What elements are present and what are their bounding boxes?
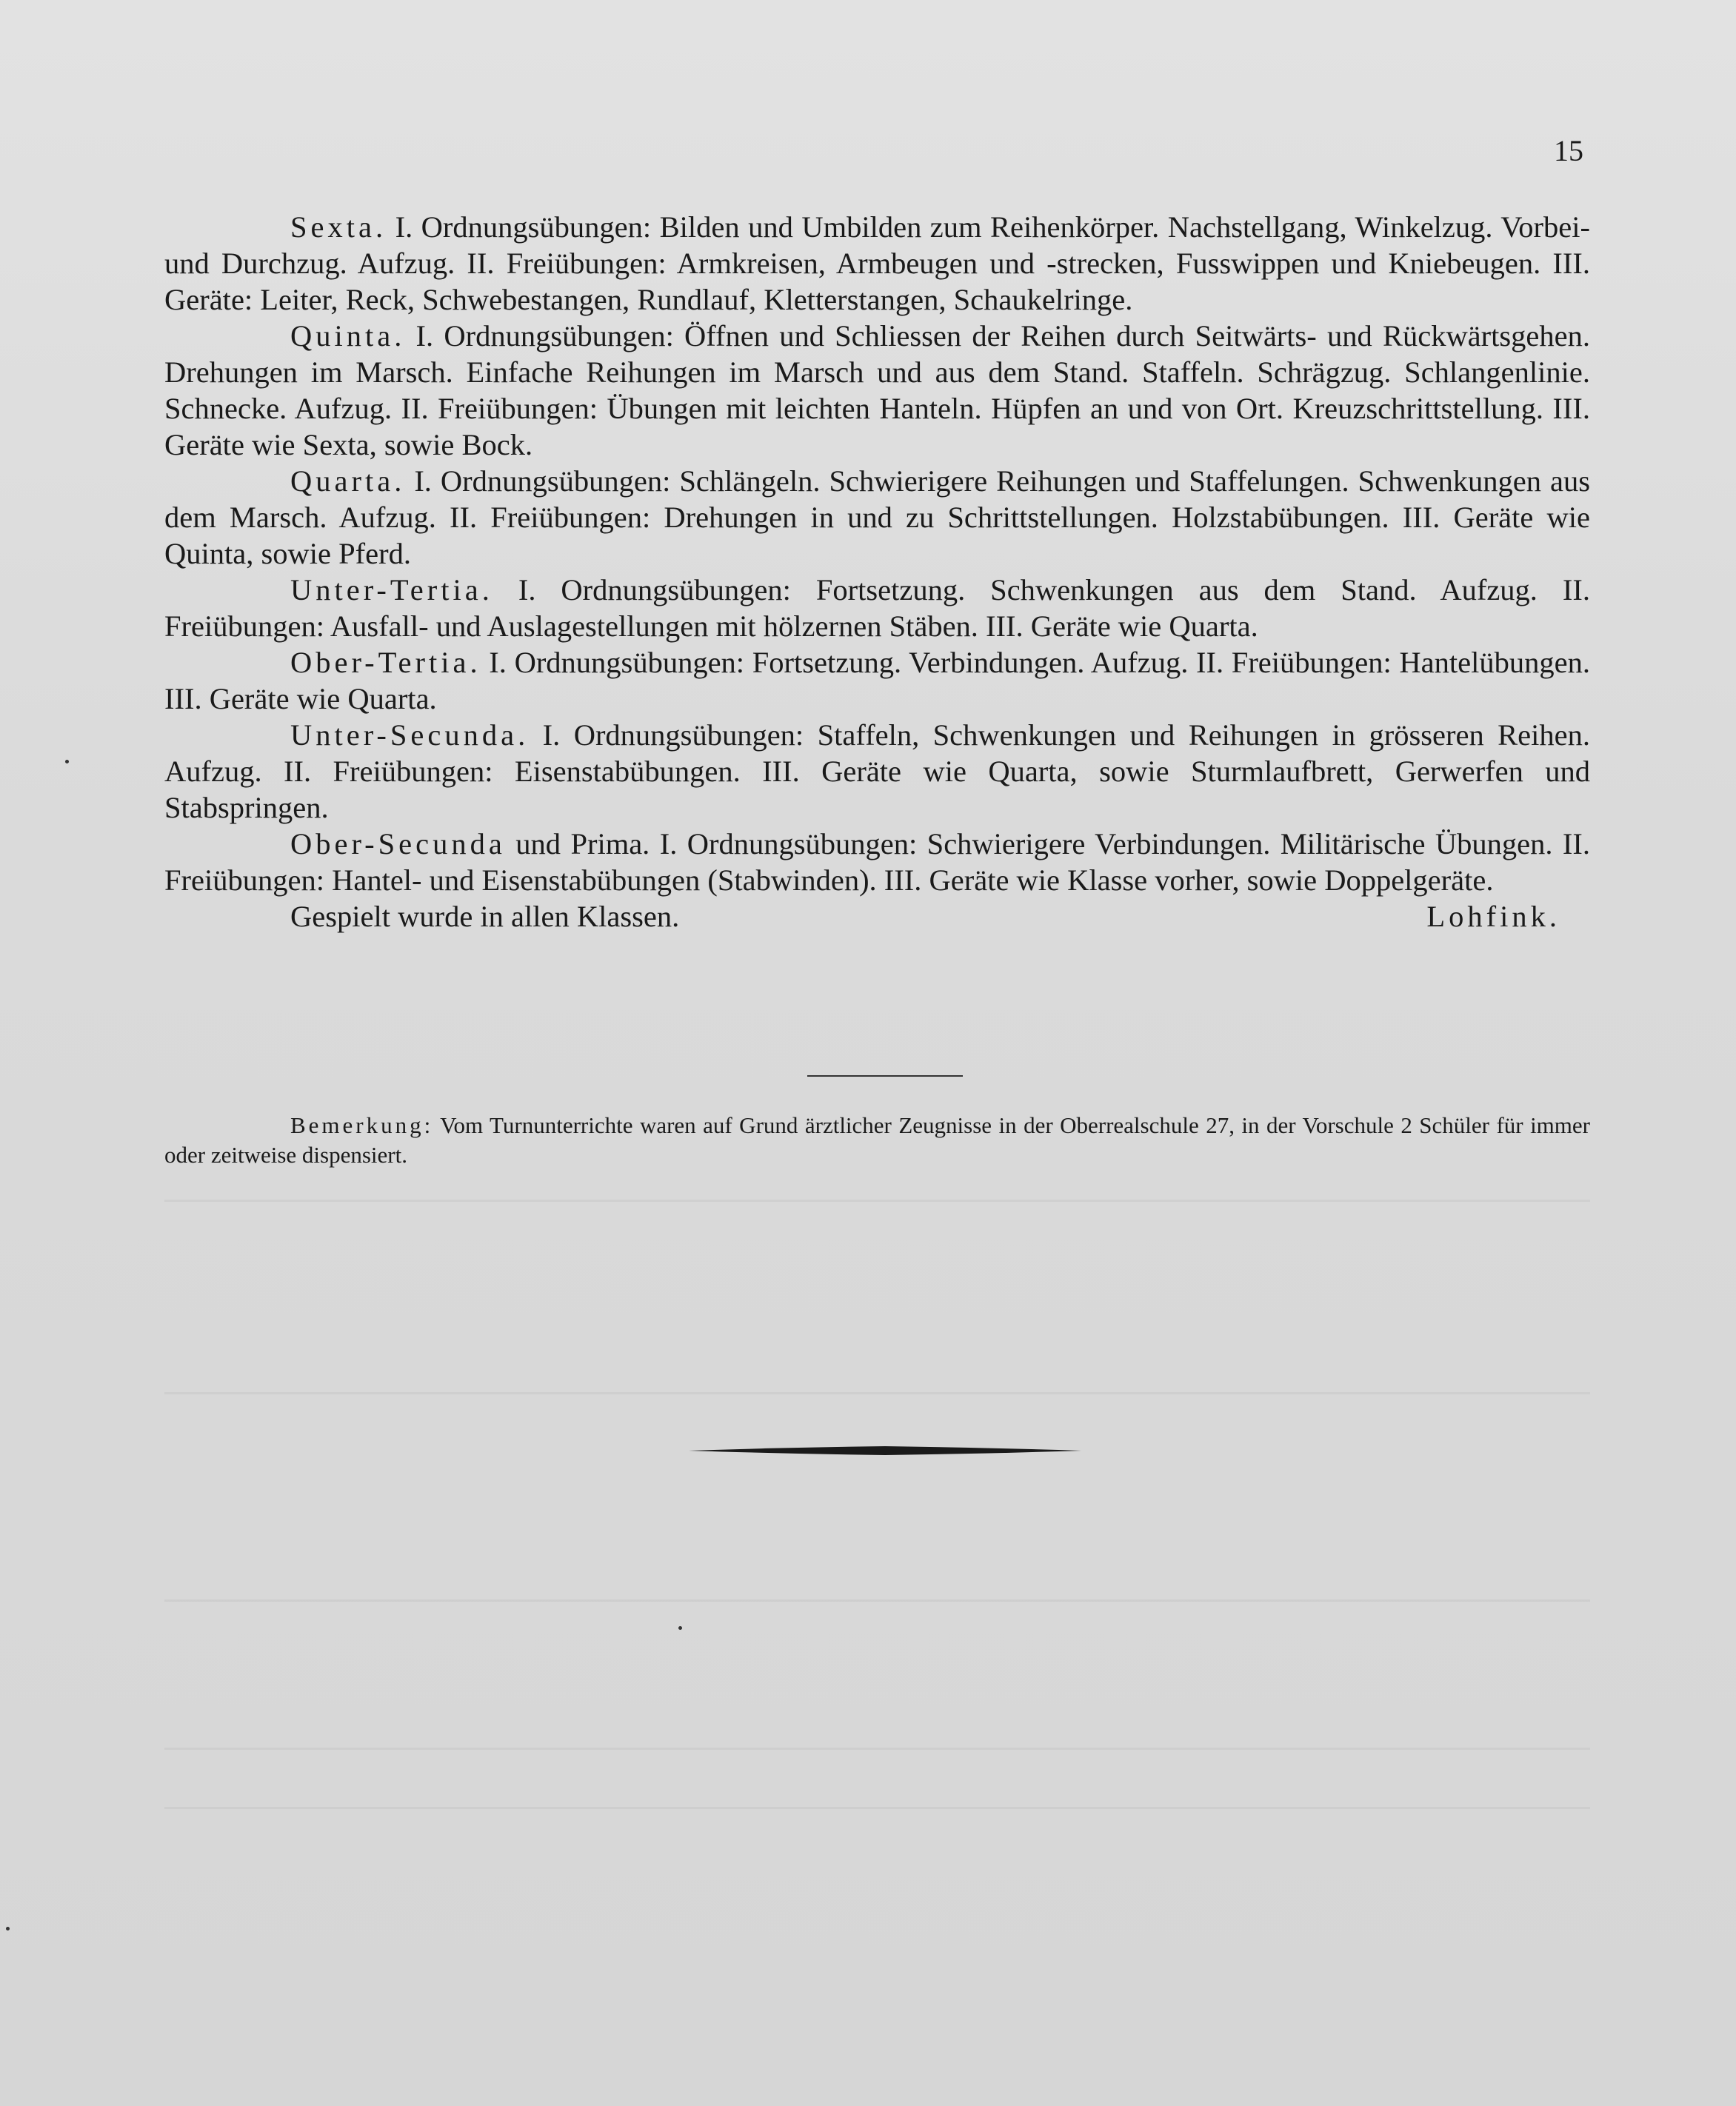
paragraph-unter-tertia: [164, 572, 1590, 644]
paragraph-text: I. Ordnungsübungen: Fortsetzung. Schwenkungen aus dem Stand. Aufzug. II. Freiübungen: Ausfall- und Auslagestellungen mit hölzernen Stäben. III. Geräte wie Quarta.: [164, 573, 1590, 643]
paragraph-ober-secunda-prima: [164, 826, 1590, 898]
paragraph-quarta: [164, 463, 1590, 572]
paragraph-quinta: [164, 318, 1590, 463]
closing-text: Gespielt wurde in allen Klassen.: [290, 900, 680, 933]
separator-rule: [807, 1075, 963, 1077]
print-speck: [6, 1927, 10, 1930]
main-text: [164, 209, 1590, 935]
show-through-line: [164, 1392, 1590, 1394]
remark-text: Vom Turnunterrichte waren auf Grund ärztlicher Zeugnisse in der Oberrealschule 27, in der Vorschule 2 Schüler für immer oder zeitweise dispensiert.: [164, 1112, 1590, 1168]
paragraph-unter-secunda: [164, 717, 1590, 826]
paragraph-text: I. Ordnungsübungen: Schlängeln. Schwierigere Reihungen und Staffelungen. Schwenkungen aus dem Marsch. Aufzug. II. Freiübungen: Drehungen in und zu Schrittstellungen. Holzstabübungen. III. Geräte wie Quinta, sowie Pferd.: [164, 464, 1590, 570]
paragraph-text: I. Ordnungsübungen: Bilden und Umbilden zum Reihenkörper. Nachstellgang, Winkelzug. Vorbei- und Durchzug. Aufzug. II. Freiübungen: Armkreisen, Armbeugen und -strecken, Fusswippen und Kniebeugen. III. Geräte: Leiter, Reck, Schwebestangen, Rundlauf, Kletterstangen, Schaukelringe.: [164, 210, 1590, 316]
class-heading: Unter-Tertia.: [290, 573, 493, 606]
class-heading: Quinta.: [290, 319, 406, 352]
class-heading: Ober-Tertia.: [290, 646, 481, 679]
print-speck: [678, 1626, 682, 1630]
show-through-line: [164, 1807, 1590, 1809]
paragraph-text: und Prima. I. Ordnungsübungen: Schwierigere Verbindungen. Militärische Übungen. II. Freiübungen: Hantel- und Eisenstabübungen (Stabwinden). III. Geräte wie Klasse vorher, sowie Doppelgeräte.: [164, 827, 1590, 897]
show-through-line: [164, 1200, 1590, 1202]
class-heading: Ober-Secunda: [290, 827, 506, 860]
paragraph-text: I. Ordnungsübungen: Fortsetzung. Verbindungen. Aufzug. II. Freiübungen: Hantelübungen. III. Geräte wie Quarta.: [164, 646, 1590, 715]
paragraph-sexta: [164, 209, 1590, 318]
signature: Lohfink.: [1426, 900, 1560, 933]
show-through-line: [164, 1599, 1590, 1602]
remark-heading: Bemerkung:: [290, 1112, 434, 1138]
end-ornament-rule: [689, 1445, 1081, 1456]
page-number: 15: [1554, 134, 1583, 167]
remark-note: [164, 1111, 1590, 1170]
class-heading: Unter-Secunda.: [290, 718, 530, 752]
show-through-line: [164, 1748, 1590, 1750]
paragraph-text: I. Ordnungsübungen: Öffnen und Schliessen der Reihen durch Seitwärts- und Rückwärtsgehen. Drehungen im Marsch. Einfache Reihungen im Marsch und aus dem Stand. Staffeln. Schrägzug. Schlangenlinie. Schnecke. Aufzug. II. Freiübungen: Übungen mit leichten Hanteln. Hüpfen an und von Ort. Kreuzschrittstellung. III. Geräte wie Sexta, sowie Bock.: [164, 319, 1590, 461]
closing-line: [164, 898, 1590, 935]
paragraph-text: I. Ordnungsübungen: Staffeln, Schwenkungen und Reihungen in grösseren Reihen. Aufzug. II. Freiübungen: Eisenstabübungen. III. Geräte wie Quarta, sowie Sturmlaufbrett, Gerwerfen und Stabspringen.: [164, 718, 1590, 824]
print-speck: [65, 760, 69, 763]
class-heading: Sexta.: [290, 210, 387, 244]
class-heading: Quarta.: [290, 464, 406, 498]
paragraph-ober-tertia: [164, 644, 1590, 717]
